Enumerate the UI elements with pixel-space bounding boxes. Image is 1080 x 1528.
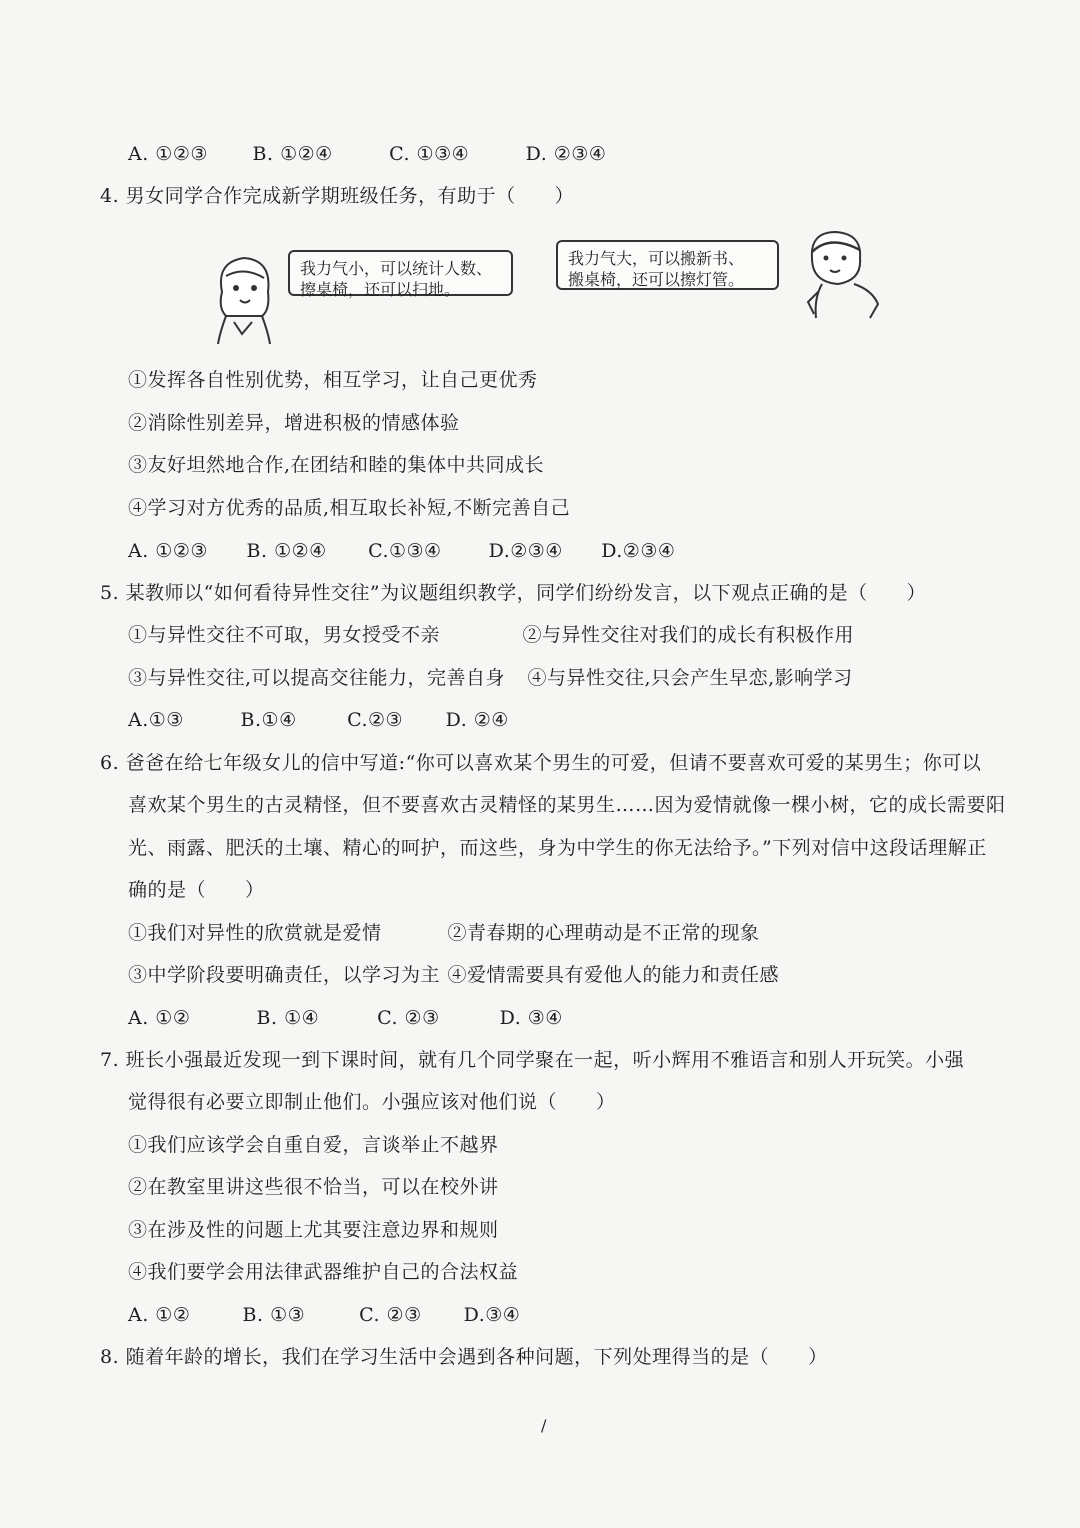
girl-speech-line-1: 我力气小，可以统计人数、 [300,259,493,278]
q3-option-b: B. ①②④ [252,143,333,165]
q6-option-b: B. ①④ [256,1007,320,1029]
q7-option-b: B. ①③ [242,1304,306,1326]
q7-stem-line-1: 7. 班长小强最近发现一到下课时间，就有几个同学聚在一起，听小辉用不雅语言和别人开玩笑。小强 [100,1049,965,1071]
q5-item-3: ③与异性交往,可以提高交往能力，完善自身 [128,667,506,689]
q6-item-row-2 [128,962,779,988]
q7-item-2: ②在教室里讲这些很不恰当，可以在校外讲 [128,1176,499,1198]
q7-option-d: D.③④ [463,1304,521,1326]
q4-option-d: D.②③④ [488,540,563,562]
q7-stem-line-2: 觉得很有必要立即制止他们。小强应该对他们说（ ） [128,1091,616,1113]
q4-option-b: B. ①②④ [246,540,327,562]
q7-option-c: C. ②③ [359,1304,422,1326]
page-footer-mark: / [541,1416,547,1435]
q3-option-d: D. ②③④ [525,143,607,165]
q7-item-4: ④我们要学会用法律武器维护自己的合法权益 [128,1261,519,1283]
q6-item-1: ①我们对异性的欣赏就是爱情 [128,922,382,944]
q6-stem-line-3: 光、雨露、肥沃的土壤、精心的呵护，而这些，身为中学生的你无法给予。”下列对信中这段话理解正 [128,837,987,859]
q7-option-a: A. ①② [128,1304,191,1326]
q6-option-c: C. ②③ [377,1007,440,1029]
q5-item-4: ④与异性交往,只会产生早恋,影响学习 [527,667,853,689]
q5-item-1: ①与异性交往不可取，男女授受不亲 [128,624,441,646]
q4-option-d-duplicate: D.②③④ [601,540,676,562]
q6-item-4: ④爱情需要具有爱他人的能力和责任感 [447,964,780,986]
q7-options [128,1302,520,1328]
q5-stem: 5. 某教师以“如何看待异性交往”为议题组织教学，同学们纷纷发言，以下观点正确的是（ ） [100,582,927,604]
q6-option-a: A. ①② [128,1007,191,1029]
q7-item-3: ③在涉及性的问题上尤其要注意边界和规则 [128,1219,499,1241]
q5-item-row-2 [128,665,853,691]
q4-item-1: ①发挥各自性别优势，相互学习，让自己更优秀 [128,369,538,391]
boy-speech-line-2: 搬桌椅，还可以擦灯管。 [568,270,745,289]
q3-option-a: A. ①②③ [128,143,208,165]
boy-speech-line-1: 我力气大，可以搬新书、 [568,249,745,268]
q6-item-row-1 [128,920,760,946]
q8-stem: 8. 随着年龄的增长，我们在学习生活中会遇到各种问题，下列处理得当的是（ ） [100,1346,828,1368]
q5-options [128,707,509,733]
boy-illustration [800,228,884,320]
girl-illustration [212,252,276,344]
q4-item-2: ②消除性别差异，增进积极的情感体验 [128,412,460,434]
q4-stem: 4. 男女同学合作完成新学期班级任务，有助于（ ） [100,185,575,207]
girl-speech-line-2: 擦桌椅，还可以扫地。 [300,280,461,299]
q6-item-3: ③中学阶段要明确责任，以学习为主 [128,964,441,986]
q3-option-c: C. ①③④ [389,143,470,165]
q5-option-a: A.①③ [128,709,184,731]
q5-option-d: D. ②④ [445,709,509,731]
q7-item-1: ①我们应该学会自重自爱，言谈举止不越界 [128,1134,499,1156]
q3-options [128,141,606,167]
q4-options [128,538,675,564]
q5-option-b: B.①④ [240,709,297,731]
q6-item-2: ②青春期的心理萌动是不正常的现象 [447,922,760,944]
q4-option-c: C.①③④ [368,540,442,562]
q4-item-3: ③友好坦然地合作,在团结和睦的集体中共同成长 [128,454,545,476]
q5-item-2: ②与异性交往对我们的成长有积极作用 [522,624,855,646]
girl-speech-bubble [288,250,513,299]
q6-options [128,1005,563,1031]
q6-stem-line-4: 确的是（ ） [128,879,265,901]
q5-item-row-1 [128,622,854,648]
q6-stem-line-1: 6. 爸爸在给七年级女儿的信中写道:“你可以喜欢某个男生的可爱，但请不要喜欢可爱的某男生；你可以 [100,752,982,774]
q4-option-a: A. ①②③ [128,540,208,562]
q6-stem-line-2: 喜欢某个男生的古灵精怪，但不要喜欢古灵精怪的某男生……因为爱情就像一棵小树，它的成长需要阳 [128,794,1006,816]
boy-speech-bubble [556,240,779,290]
q5-option-c: C.②③ [347,709,404,731]
q6-option-d: D. ③④ [499,1007,563,1029]
q4-item-4: ④学习对方优秀的品质,相互取长补短,不断完善自己 [128,497,571,519]
